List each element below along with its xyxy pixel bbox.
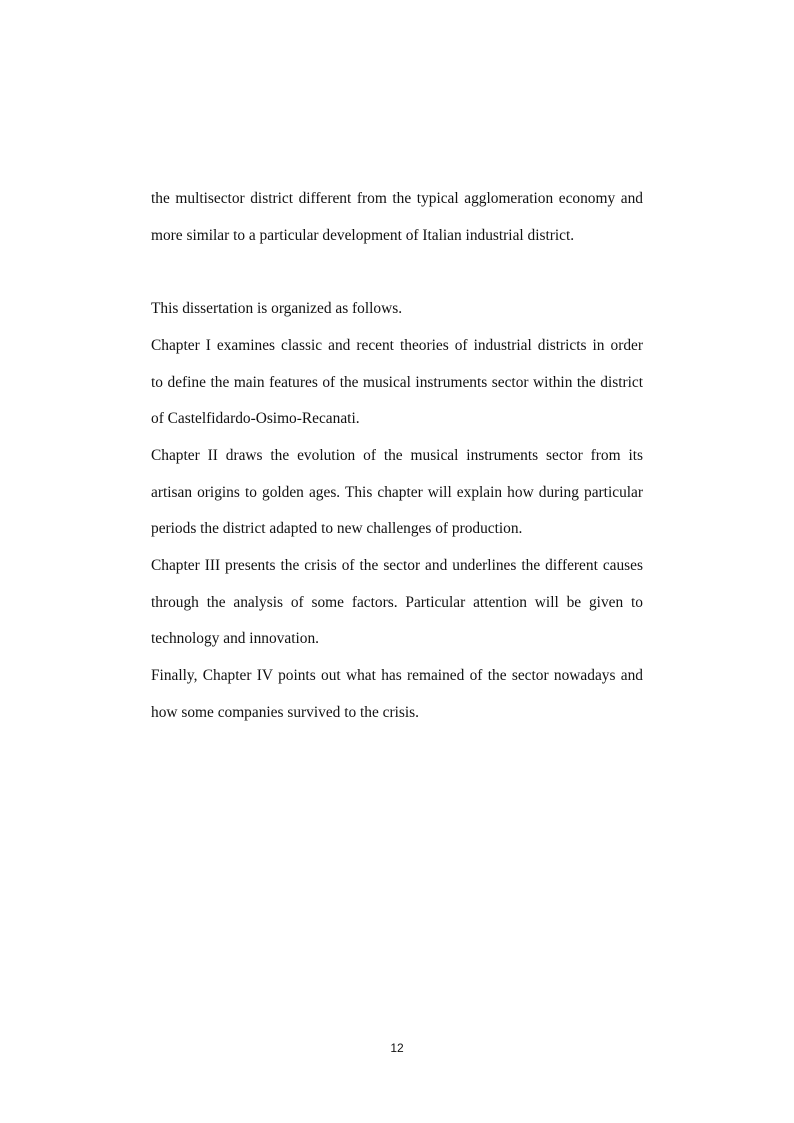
- paragraph-line: Chapter III presents the crisis of the sector and underlines the different causes: [151, 557, 643, 574]
- paragraph-line: how some companies survived to the crisis.: [151, 704, 420, 721]
- paragraph-line: to define the main features of the musical instruments sector within the district: [151, 374, 643, 391]
- paragraph-line: Chapter II draws the evolution of the musical instruments sector from its: [151, 447, 643, 464]
- paragraph-line: Chapter I examines classic and recent theories of industrial districts in order: [151, 337, 643, 354]
- paragraph-line: of Castelfidardo-Osimo-Recanati.: [151, 410, 360, 427]
- paragraph-line: periods the district adapted to new challenges of production.: [151, 520, 523, 537]
- paragraph-line: more similar to a particular development of Italian industrial district.: [151, 227, 575, 244]
- paragraph-line: technology and innovation.: [151, 630, 319, 647]
- paragraph-line: through the analysis of some factors. Particular attention will be given to: [151, 594, 643, 611]
- page-number: 12: [390, 1041, 404, 1055]
- paragraph-line: artisan origins to golden ages. This chapter will explain how during particular: [151, 484, 643, 501]
- paragraph-line: Finally, Chapter IV points out what has remained of the sector nowadays and: [151, 667, 643, 684]
- paragraph-line: This dissertation is organized as follows.: [151, 300, 403, 317]
- paragraph-line: the multisector district different from the typical agglomeration economy and: [151, 190, 643, 207]
